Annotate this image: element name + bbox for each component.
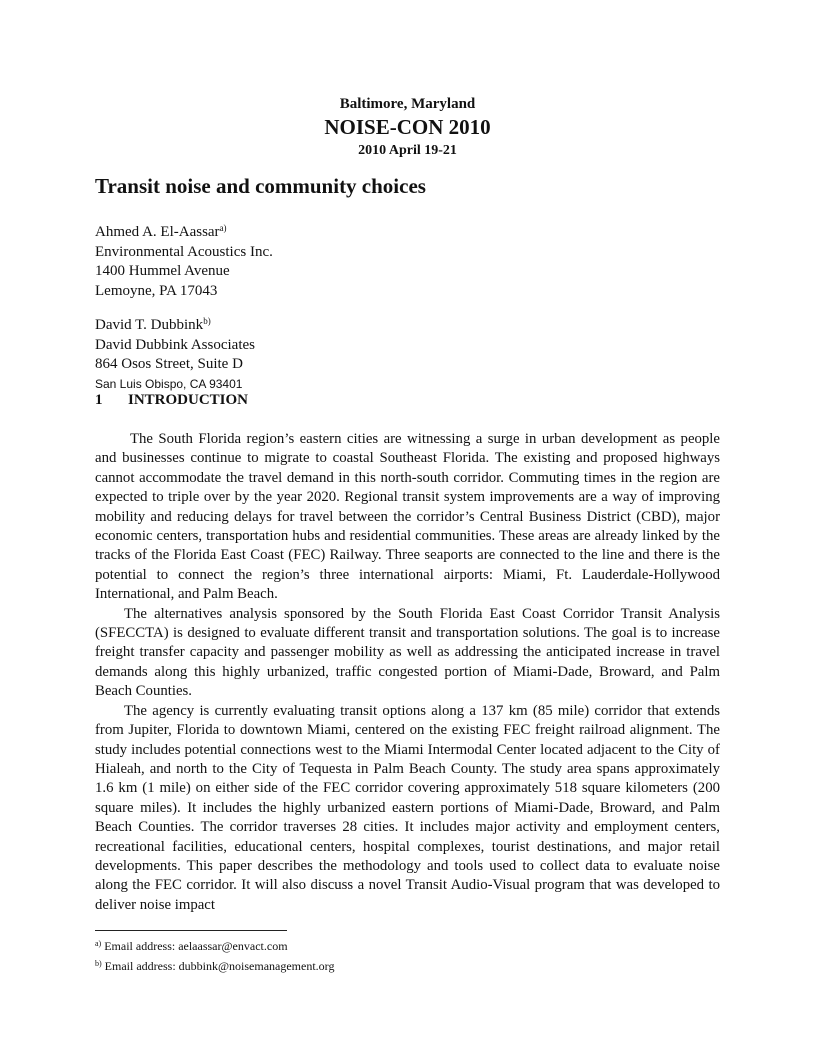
footnote-marker: b) <box>203 316 211 326</box>
conference-name: NOISE-CON 2010 <box>324 115 491 139</box>
author-list <box>95 219 273 405</box>
section-heading <box>95 392 248 409</box>
footnote-text: Email address: dubbink@noisemanagement.org <box>101 959 335 973</box>
conference-date: 2010 April 19-21 <box>358 143 457 158</box>
paragraph: The agency is currently evaluating transit options along a 137 km (85 mile) corridor that extends from Jupiter, Florida to downtown Miami, centered on the existing FEC freight railroad alignment. The study includes potential connections west to the Miami Intermodal Center located adjacent to the City of Hialeah, and north to the City of Tequesta in Palm Beach County. The study area spans approximately 1.6 km (1 mile) on either side of the FEC corridor covering approximately 518 square kilometers (200 square miles). It includes the highly urbanized eastern portions of Miami-Dade, Broward, and Palm Beach Counties. The corridor traverses 28 cities. It includes major activity and employment centers, recreational facilities, educational centers, hospital complexes, tourist destinations, and major retail developments. This paper describes the methodology and tools used to collect data to evaluate noise along the FEC corridor. It will also discuss a novel Transit Audio-Visual program that was developed to deliver noise impact <box>95 702 720 913</box>
address-line: Lemoyne, PA 17043 <box>95 282 218 299</box>
address-line: 1400 Hummel Avenue <box>95 263 230 279</box>
affiliation-line: Environmental Acoustics Inc. <box>95 243 273 260</box>
footnote-text: Email address: aelaassar@envact.com <box>101 939 288 953</box>
paragraph: The South Florida region’s eastern cities are witnessing a surge in urban development as people and businesses continue to migrate to coastal Southeast Florida. The existing and proposed highways cannot accommodate the travel demand in this north-south corridor. Commuting times in the region are expected to triple over by the year 2020. Regional transit system improvements are a way of improving mobility and reducing delays for travel between the corridor’s Central Business District (CBD), major economic centers, transportation hubs and residential communities. These areas are already linked by the tracks of the Florida East Coast (FEC) Railway. Three seaports are connected to the line and there is the potential to connect the region’s three international airports: Miami, Ft. Lauderdale-Hollywood International, and Palm Beach. <box>95 431 720 603</box>
author-name-line <box>95 219 273 243</box>
footnote-divider <box>95 930 287 931</box>
affiliation-line: David Dubbink Associates <box>95 336 255 353</box>
paragraph: The alternatives analysis sponsored by the South Florida East Coast Corridor Transit Analysis (SFECCTA) is designed to evaluate different transit and transportation solutions. The goal is to increase freight transfer capacity and passenger mobility as well as addressing the anticipated increase in travel demands along this highly urbanized, traffic congested portion of Miami-Dade, Broward, and Palm Beach Counties. <box>95 605 720 700</box>
body-text <box>95 430 720 915</box>
paper-title: Transit noise and community choices <box>95 174 426 198</box>
author-name: David T. Dubbink <box>95 317 204 333</box>
section-title: INTRODUCTION <box>128 392 249 408</box>
conference-location: Baltimore, Maryland <box>339 96 476 112</box>
footnote <box>95 935 334 955</box>
author-block-2 <box>95 312 273 394</box>
author-block-1 <box>95 219 273 301</box>
footnotes <box>95 935 334 975</box>
address-line: San Luis Obispo, CA 93401 <box>95 376 243 391</box>
author-name: Ahmed A. El-Aassar <box>95 224 220 240</box>
author-name-line <box>95 312 273 336</box>
section-number: 1 <box>95 392 103 408</box>
address-line: 864 Osos Street, Suite D <box>95 356 243 372</box>
footnote-marker: a) <box>219 223 227 233</box>
footnote-marker: a) <box>95 939 102 948</box>
footnote-marker: b) <box>95 959 102 968</box>
footnote <box>95 955 334 975</box>
